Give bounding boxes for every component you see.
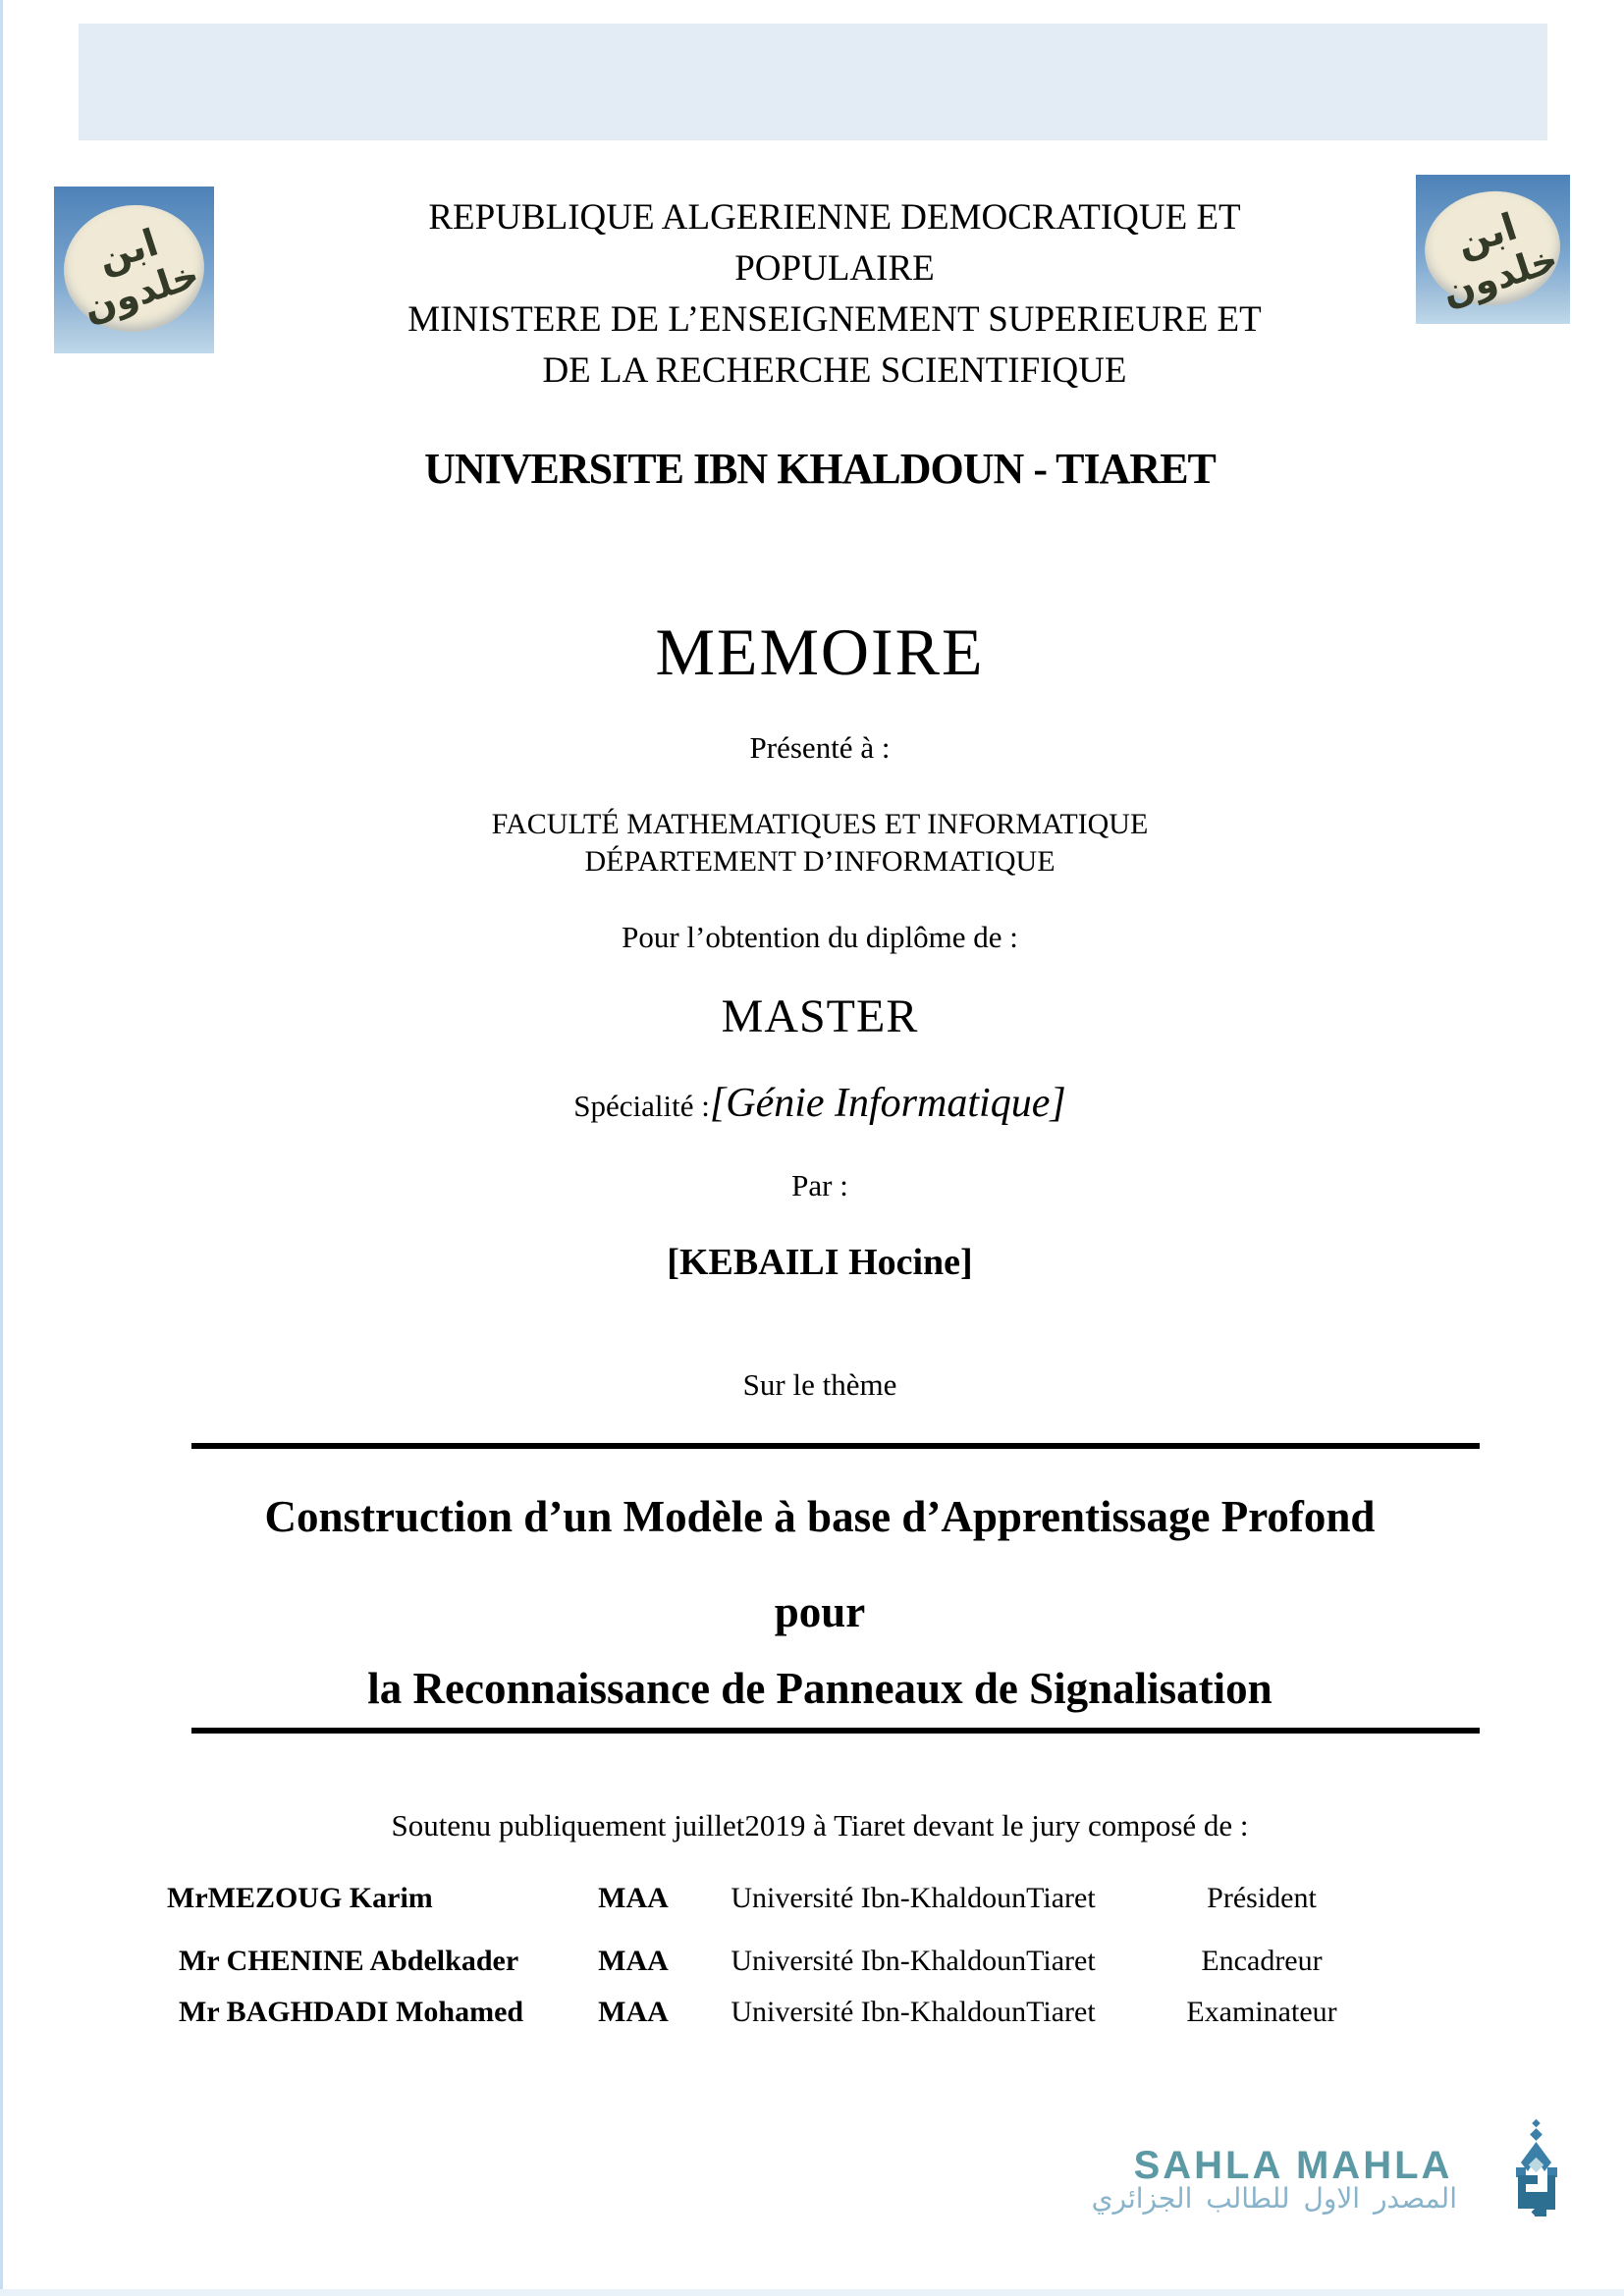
- jury-member-university: Université Ibn-KhaldounTiaret: [731, 1882, 1096, 1914]
- jury-member-role: Encadreur: [1201, 1945, 1323, 1977]
- thesis-title-line-2: pour: [774, 1587, 866, 1636]
- department-line: DÉPARTEMENT D’INFORMATIQUE: [584, 845, 1056, 878]
- jury-member-grade: MAA: [598, 1996, 669, 2028]
- jury-member-name: Mr CHENINE Abdelkader: [179, 1945, 519, 1977]
- jury-row: [167, 1875, 1404, 1922]
- jury-row: [167, 1938, 1404, 1985]
- jury-member-university: Université Ibn-KhaldounTiaret: [731, 1996, 1096, 2028]
- jury-member-grade: MAA: [598, 1945, 669, 1977]
- document-type-title: MEMOIRE: [655, 614, 985, 689]
- jury-member-role: Président: [1207, 1882, 1317, 1914]
- republic-line-1: REPUBLIQUE ALGERIENNE DEMOCRATIQUE ET: [428, 197, 1241, 238]
- faculty-line: FACULTÉ MATHEMATIQUES ET INFORMATIQUE: [491, 808, 1149, 840]
- brand-tagline-arabic: المصدر الاول للطالب الجزائري: [1091, 2182, 1457, 2215]
- jury-row: [167, 1989, 1404, 2036]
- title-rule-top: [191, 1443, 1480, 1449]
- jury-table: [167, 1875, 1404, 2036]
- state-header: [177, 192, 1492, 397]
- thesis-title-line-1: Construction d’un Modèle à base d’Apprentissage Profond: [264, 1492, 1376, 1541]
- brand-wordmark: SAHLA MAHLA: [1133, 2144, 1453, 2187]
- presented-at-label: Présenté à :: [749, 730, 891, 765]
- university-name: UNIVERSITE IBN KHALDOUN - TIARET: [424, 445, 1216, 493]
- thesis-title-line-3: la Reconnaissance de Panneaux de Signalisation: [367, 1664, 1272, 1713]
- on-theme-label: Sur le thème: [742, 1367, 897, 1402]
- jury-member-role: Examinateur: [1186, 1996, 1337, 2028]
- by-label: Par :: [791, 1168, 848, 1202]
- page-bottom-strip: [0, 2289, 1624, 2296]
- arabic-calligraphy: ابن خلدون: [78, 220, 204, 331]
- specialty-label: Spécialité :: [573, 1089, 710, 1123]
- page-left-border: [0, 0, 3, 2296]
- degree-purpose-label: Pour l’obtention du diplôme de :: [622, 920, 1018, 954]
- faculty-block: [98, 806, 1542, 881]
- defense-statement: Soutenu publiquement juillet2019 à Tiaret devant le jury composé de :: [391, 1808, 1249, 1842]
- top-banner: [79, 24, 1547, 140]
- specialty-line: [98, 1076, 1542, 1134]
- degree-name: MASTER: [721, 990, 919, 1042]
- kufic-knot-icon: [1510, 2118, 1563, 2221]
- specialty-value: [Génie Informatique]: [709, 1081, 1066, 1126]
- jury-member-university: Université Ibn-KhaldounTiaret: [731, 1945, 1096, 1977]
- ministry-line-1: MINISTERE DE L’ENSEIGNEMENT SUPERIEURE ET: [407, 299, 1262, 340]
- author-name: [KEBAILI Hocine]: [667, 1242, 973, 1283]
- jury-member-grade: MAA: [598, 1882, 669, 1914]
- jury-member-name: MrMEZOUG Karim: [167, 1882, 433, 1914]
- republic-line-2: POPULAIRE: [734, 248, 935, 289]
- jury-member-name: Mr BAGHDADI Mohamed: [179, 1996, 524, 2028]
- arabic-calligraphy: ابن خلدون: [1436, 204, 1564, 314]
- ministry-line-2: DE LA RECHERCHE SCIENTIFIQUE: [542, 350, 1127, 391]
- title-rule-bottom: [191, 1728, 1480, 1734]
